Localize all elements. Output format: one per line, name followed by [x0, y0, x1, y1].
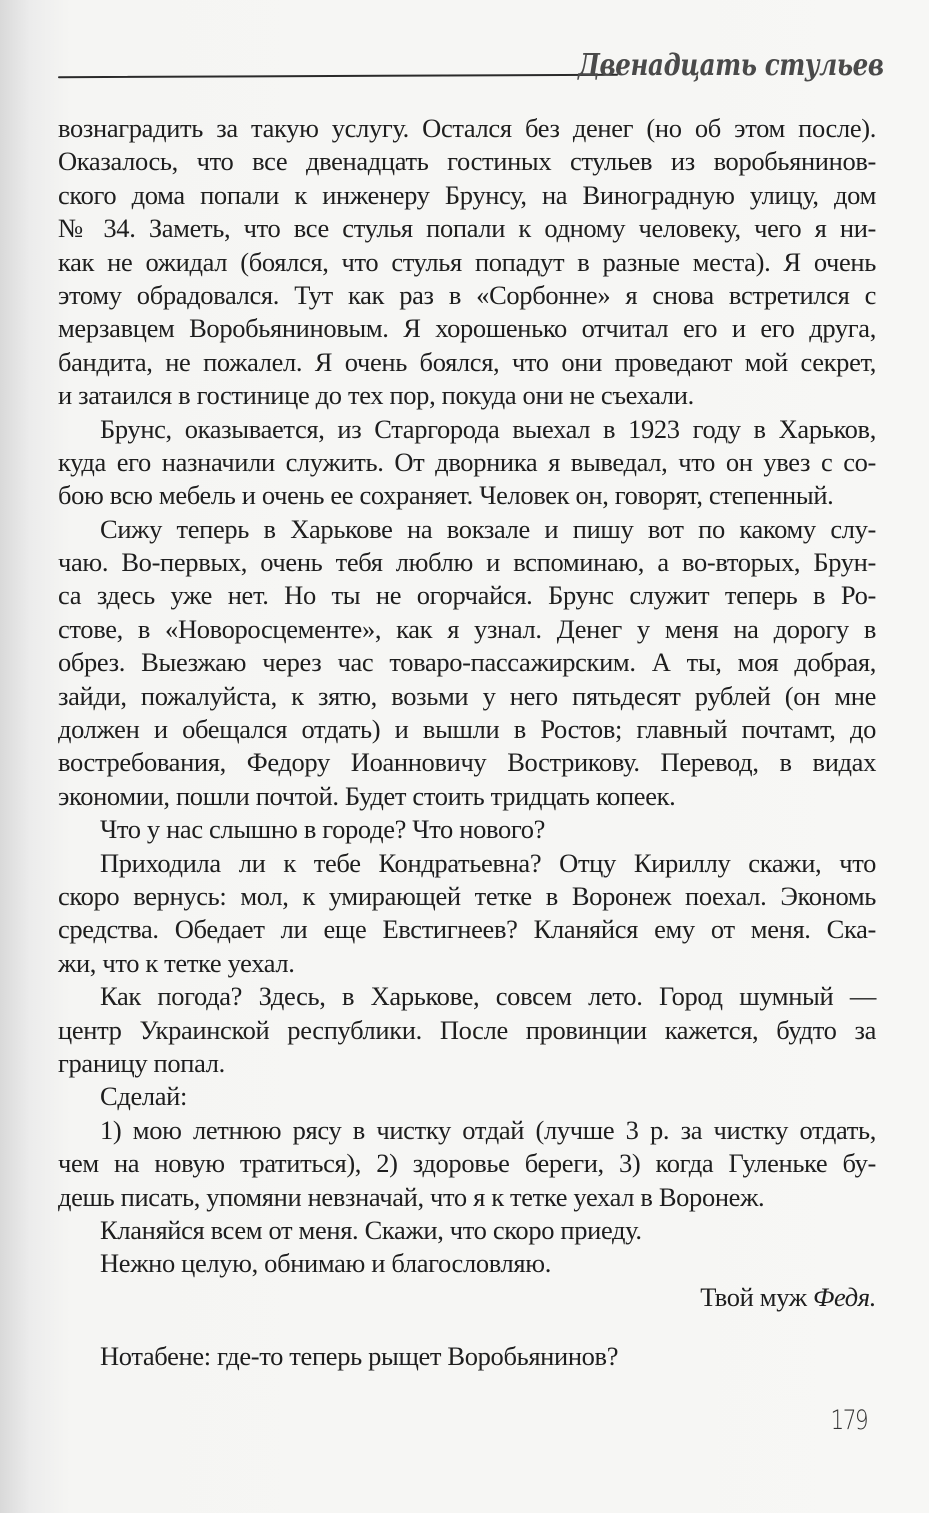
text-line: обрез. Выезжаю через час товаро-пассажирским. А ты, моя добрая, [58, 647, 876, 678]
text-line: жи, что к тетке уехал. [58, 947, 295, 978]
paragraph [58, 1080, 876, 1113]
text-line: зайди, пожалуйста, к зятю, возьми у него пятьдесят рублей (он мне [58, 680, 876, 711]
text-line: экономии, пошли почтой. Будет стоить тридцать копеек. [58, 780, 676, 811]
text-line: средства. Обедает ли еще Евстигнеев? Кланяйся ему от меня. Ска- [58, 914, 876, 945]
text-line: Кланяйся всем от меня. Скажи, что скоро приеду. [100, 1214, 642, 1245]
text-line: Сижу теперь в Харькове на вокзале и пишу вот по какому слу- [100, 513, 876, 544]
text-line: Оказалось, что все двенадцать гостиных стульев из воробьянинов- [58, 146, 876, 177]
text-line: границу попал. [58, 1047, 225, 1078]
text-line: Как погода? Здесь, в Харькове, совсем лето. Город шумный — [100, 981, 876, 1012]
paragraph [58, 513, 876, 814]
signature [58, 1281, 876, 1314]
book-title: Двенадцать стульев [578, 48, 884, 83]
postscript: Нотабене: где-то теперь рыщет Воробьянинов? [100, 1341, 619, 1372]
text-line: са здесь уже нет. Но ты не огорчайся. Брунс служит теперь в Ро- [58, 580, 876, 611]
running-head [58, 48, 884, 88]
text-line: № 34. Заметь, что все стулья попали к одному человеку, чего я ни- [58, 213, 876, 244]
page-body [58, 112, 876, 1373]
text-line: скоро вернусь: мол, к умирающей тетке в Воронеж поехал. Экономь [58, 880, 876, 911]
text-line: востребования, Федору Иоанновичу Вострикову. Перевод, в видах [58, 747, 876, 778]
signature-prefix: Твой муж [700, 1281, 813, 1312]
page-number: 179 [830, 1405, 867, 1436]
text-line: Нежно целую, обнимаю и благословляю. [100, 1248, 551, 1279]
text-line: как не ожидал (боялся, что стулья попадут в разные места). Я очень [58, 246, 876, 277]
text-line: Брунс, оказывается, из Старгорода выехал в 1923 году в Харьков, [100, 413, 876, 444]
text-line: дешь писать, упомяни невзначай, что я к тетке уехал в Воронеж. [58, 1181, 765, 1212]
text-line: куда его назначили служить. От дворника я выведал, что он увез с со- [58, 446, 876, 477]
text-line: стове, в «Новоросцементе», как я узнал. Денег у меня на дорогу в [58, 613, 876, 644]
text-line: бандита, не пожалел. Я очень боялся, что они проведают мой секрет, [58, 346, 876, 377]
text-line: должен и обещался отдать) и вышли в Ростов; главный почтамт, до [58, 714, 876, 745]
paragraph [58, 1247, 876, 1280]
signature-name: Федя. [812, 1281, 876, 1312]
text-line: Сделай: [100, 1081, 188, 1112]
paragraph [58, 1114, 876, 1214]
text-line: мерзавцем Воробьяниновым. Я хорошенько отчитал его и его друга, [58, 313, 876, 344]
paragraph [58, 112, 876, 413]
text-line: 1) мою летнюю рясу в чистку отдай (лучше 3 р. за чистку отдать, [100, 1114, 876, 1145]
text-line: бою всю мебель и очень ее сохраняет. Человек он, говорят, степенный. [58, 480, 834, 511]
paragraph [58, 847, 876, 981]
header-rule [58, 74, 618, 78]
paragraph [58, 1214, 876, 1247]
text-line: центр Украинской республики. После провинции кажется, будто за [58, 1014, 876, 1045]
text-line: ского дома попали к инженеру Брунсу, на Виноградную улицу, дом [58, 179, 876, 210]
paragraph [58, 413, 876, 513]
text-line: вознаградить за такую услугу. Остался без денег (но об этом после). [58, 113, 876, 143]
text-line: Приходила ли к тебе Кондратьевна? Отцу Кириллу скажи, что [100, 847, 876, 878]
paragraph [58, 813, 876, 846]
text-line: этому обрадовался. Тут как раз в «Сорбонне» я снова встретился с [58, 279, 876, 310]
text-line: чем на новую тратиться), 2) здоровье береги, 3) когда Гуленьке бу- [58, 1148, 876, 1179]
paragraph [58, 980, 876, 1080]
text-line: чаю. Во-первых, очень тебя люблю и вспоминаю, а во-вторых, Брун- [58, 547, 876, 578]
text-line: и затаился в гостинице до тех пор, покуда они не съехали. [58, 380, 694, 411]
text-line: Что у нас слышно в городе? Что нового? [100, 814, 546, 845]
